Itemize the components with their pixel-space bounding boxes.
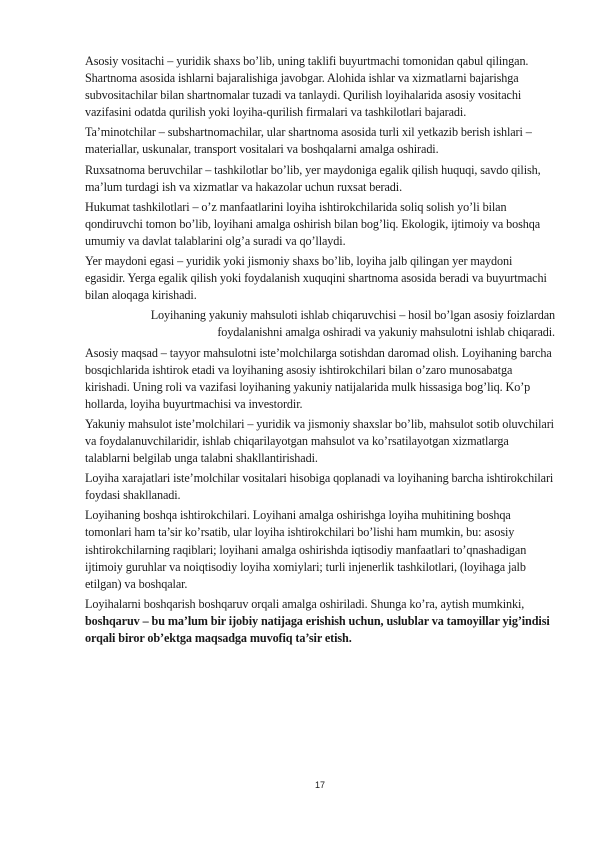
paragraph-asosiy-maqsad: Asosiy maqsad – tayyor mahsulotni iste’molchilarga sotishdan daromad olish. Loyihaning barcha bosqichlarida ishtirok etadi va loyihaning asosiy ishtirokchilari bilan o’zaro munosabatga kirishadi. Uning roli va vazifasi loyihaning yakuniy natijalarida mulk hissasiga bog’liq. Ko’p hollarda, loyiha buyurtmachisi va investordir. bbox=[85, 345, 552, 411]
paragraph-ruxsatnoma-beruvchilar: Ruxsatnoma beruvchilar – tashkilotlar bo’lib, yer maydoniga egalik qilish huquqi, savdo qilish, ma’lum turdagi ish va xizmatlar va hakazolar uchun ruxsat beradi. bbox=[85, 162, 541, 194]
paragraph-yakuniy-mahsulot-istemolchilari: Yakuniy mahsulot iste’molchilari – yuridik va jismoniy shaxslar bo’lib, mahsulot sotib oluvchilari va foydalanuvchilaridir, ishlab chiqarilayotgan mahsulot va ko’rsatilayotgan xizmatlarga talablarni belgilab unga talabni shakllantirishadi. bbox=[85, 416, 554, 466]
paragraph-loyiha-xarajatlari: Loyiha xarajatlari iste’molchilar vositalari hisobiga qoplanadi va loyihaning barcha ishtirokchilari foydasi shakllanadi. bbox=[85, 471, 554, 503]
paragraph-boshqa-ishtirokchilar: Loyihaning boshqa ishtirokchilari. Loyihani amalga oshirishga loyiha muhitining boshqa tomonlari ham ta’sir ko’rsatib, ular loyiha ishtirokchilari bo’lishi ham mumkin, bu: asosiy ishtirokchilarning raqiblari; loyihani amalga oshirishda iqtisodiy manfaatlari to’qnashadigan ijtimoiy guruhlar va noiqtisodiy loyiha xomiylari; turli injenerlik tashkilotlari, (loyihaga jalb etilgan) va boshqalar. bbox=[85, 508, 527, 591]
paragraph-taminotchilar: Ta’minotchilar – subshartnomachilar, ular shartnoma asosida turli xil yetkazib berish ishlari – materiallar, uskunalar, transport vositalari va boshqalarni amalga oshiradi. bbox=[85, 125, 532, 157]
paragraph-yer-maydoni-egasi: Yer maydoni egasi – yuridik yoki jismoniy shaxs bo’lib, loyiha jalb qilingan yer maydoni egasidir. Yerga egalik qilish yoki foydalanish xuquqini shartnoma asosida beradi va buyurtmachi bilan aloqaga kirishadi. bbox=[85, 254, 547, 303]
paragraph-loyihalarni-boshqarish bbox=[85, 596, 555, 647]
paragraph-normal-text: Loyihalarni boshqarish boshqaruv orqali amalga oshiriladi. Shunga ko’ra, aytish mumkinki, bbox=[85, 596, 525, 611]
paragraph-bold-definition: boshqaruv – bu ma’lum bir ijobiy natijaga erishish uchun, uslublar va tamoyillar yig’indisi orqali biror ob’ektga maqsadga muvofiq ta’sir etish. bbox=[85, 613, 550, 645]
paragraph-hukumat-tashkilotlari: Hukumat tashkilotlari – o’z manfaatlarini loyiha ishtirokchilarida soliq solish yo’li bilan qondiruvchi tomon bo’lib, loyihani amalga oshirish bilan bog’liq. Ekologik, ijtimoiy va boshqa umumiy va davlat talablarini olg’a suradi va qo’llaydi. bbox=[85, 199, 541, 248]
document-page bbox=[85, 53, 555, 650]
paragraph-asosiy-vositachi: Asosiy vositachi – yuridik shaxs bo’lib, uning taklifi buyurtmachi tomonidan qabul qilingan. Shartnoma asosida ishlarni bajaralishiga javobgar. Alohida ishlar va xizmatlarni bajarishga subvositachilar bilan shartnomalar tuzadi va tanlaydi. Qurilish loyihalarida asosiy vositachi vazifasini odatda qurilish yoki loyiha-qurilish firmalari va tashkilotlari bajaradi. bbox=[85, 54, 529, 120]
page-number: 17 bbox=[314, 780, 325, 790]
paragraph-yakuniy-mahsulot-ishlab-chiqaruvchisi: Loyihaning yakuniy mahsuloti ishlab chiqaruvchisi – hosil bo’lgan asosiy foizlardan foydalanishni amalga oshiradi va yakuniy mahsulotni ishlab chiqaradi. bbox=[150, 308, 555, 340]
